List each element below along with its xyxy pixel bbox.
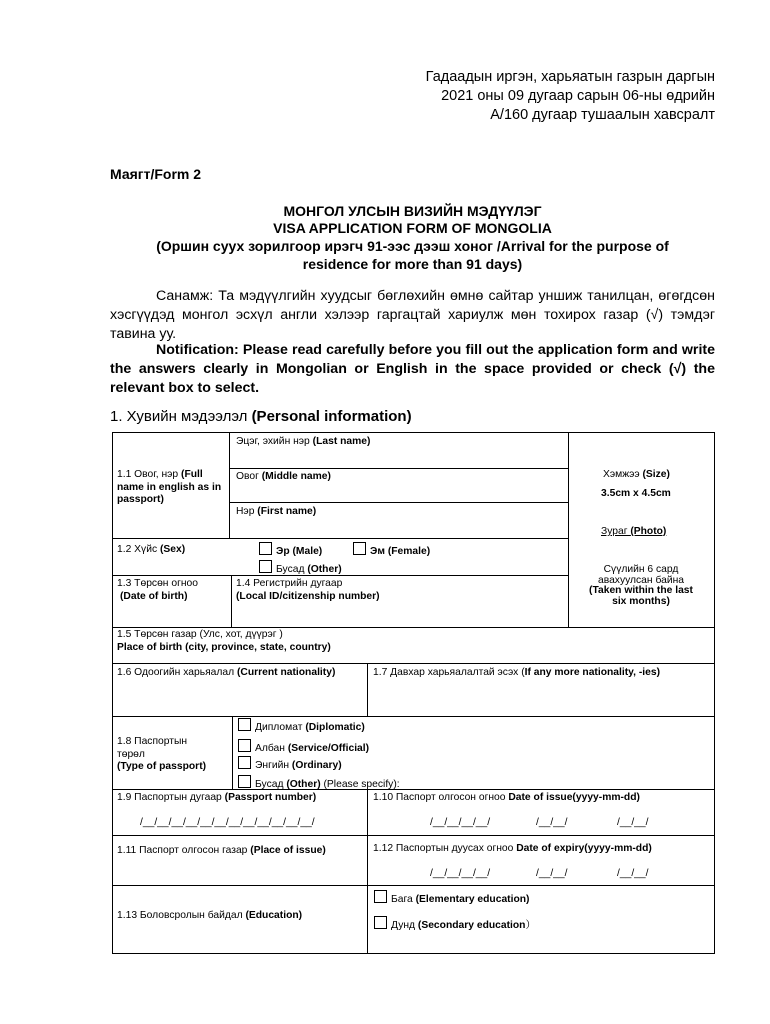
col-line <box>367 663 368 716</box>
education-secondary-option[interactable] <box>374 916 536 933</box>
first-name-en: (First name) <box>257 506 317 517</box>
date-of-issue-label <box>373 792 640 805</box>
row-line <box>112 663 715 664</box>
passport-other-option[interactable] <box>238 775 400 792</box>
passport-number-field[interactable]: /__/__/__/__/__/__/__/__/__/__/__/__/ <box>140 817 315 828</box>
elementary-checkbox[interactable] <box>374 890 387 903</box>
elementary-en: (Elementary education) <box>415 894 530 905</box>
nationality-en: (Current nationality) <box>236 667 336 678</box>
date-issue-en: Date of issue(yyyy-mm-dd) <box>508 792 640 803</box>
local-id-en: (Local ID/citizenship number) <box>236 590 380 602</box>
row-line <box>229 502 568 503</box>
female-en: (Female) <box>387 546 431 557</box>
date-of-expiry-label <box>373 843 652 856</box>
photo-taken-en: (Taken within the last six months) <box>589 585 693 607</box>
middle-name-en: (Middle name) <box>261 471 331 482</box>
education-mn: 1.13 Боловсролын байдал <box>117 910 246 921</box>
section-title-mn: 1. Хувийн мэдээлэл <box>110 408 252 425</box>
section-personal-info <box>110 408 412 425</box>
local-id-mn: 1.4 Регистрийн дугаар <box>236 578 343 589</box>
dob-en: (Date of birth) <box>120 590 188 602</box>
title-purpose-1: (Оршин суух зорилгоор ирэгч 91-ээс дээш хоног /Arrival for the purpose of <box>156 238 669 254</box>
dob-mn: 1.3 Төрсөн огноо <box>117 578 198 589</box>
service-checkbox[interactable] <box>238 739 251 752</box>
elementary-mn: Бага <box>391 894 416 905</box>
diplomatic-checkbox[interactable] <box>238 718 251 731</box>
row-line <box>112 627 715 628</box>
pob-label <box>117 629 331 654</box>
expiry-month-field[interactable]: /__/__/ <box>536 868 568 879</box>
dual-en: If any more nationality, -ies) <box>524 667 661 678</box>
row-line <box>112 432 715 433</box>
diplomatic-mn: Дипломат <box>255 722 306 733</box>
last-name-mn: Эцэг, эхийн нэр <box>236 436 313 447</box>
sex-mn: 1.2 Хүйс <box>117 544 160 555</box>
passport-service-option[interactable] <box>238 739 369 756</box>
row-line <box>229 468 568 469</box>
issue-year-field[interactable]: /__/__/__/__/ <box>430 817 491 828</box>
sex-male-option[interactable] <box>259 542 322 559</box>
passport-no-en: (Passport number) <box>224 792 317 803</box>
photo-label <box>601 526 666 539</box>
photo-size-label <box>603 469 670 482</box>
other-pass-en: (Other) <box>286 779 321 790</box>
photo-taken-mn: Сүүлийн 6 сард авахуулсан байна <box>597 564 684 586</box>
female-checkbox[interactable] <box>353 542 366 555</box>
service-en: (Service/Official) <box>287 743 370 754</box>
table-border-right <box>714 432 715 954</box>
other-passport-checkbox[interactable] <box>238 775 251 788</box>
photo-size-value <box>601 488 671 501</box>
expiry-day-field[interactable]: /__/__/ <box>617 868 649 879</box>
expiry-year-field[interactable]: /__/__/__/__/ <box>430 868 491 879</box>
passport-ordinary-option[interactable] <box>238 756 342 773</box>
form-label: Маягт/Form 2 <box>110 166 202 182</box>
sex-label <box>117 544 185 557</box>
passport-type-mn: 1.8 Паспортын төрөл <box>117 736 188 760</box>
header-note <box>426 68 715 125</box>
photo-taken-note <box>584 565 698 607</box>
middle-name-label <box>236 471 331 484</box>
col-line <box>568 432 569 627</box>
sex-en: (Sex) <box>159 544 186 555</box>
header-note-line-1: Гадаадын иргэн, харьяатын газрын даргын <box>425 69 715 85</box>
photo-en: (Photo) <box>630 526 667 537</box>
sex-other-option[interactable] <box>259 560 342 577</box>
photo-size-en: (Size) <box>642 469 670 480</box>
female-mn: Эм <box>370 546 388 557</box>
first-name-label <box>236 506 316 519</box>
education-elementary-option[interactable] <box>374 890 529 907</box>
education-label <box>117 910 302 923</box>
notice-mn <box>110 287 715 344</box>
title-purpose-2: residence for more than 91 days) <box>302 256 523 272</box>
local-id-label <box>236 578 380 603</box>
notice-en-text: Notification: Please read carefully before you fill out the application form and write the answers clearly in Mongolian or English in the space provided or check (√) the relevant box to select. <box>110 342 715 396</box>
passport-no-mn: 1.9 Паспортын дугаар <box>117 792 225 803</box>
ordinary-en: (Ordinary) <box>291 760 342 771</box>
photo-size-mn: Хэмжээ <box>603 469 643 480</box>
passport-type-label <box>117 736 227 774</box>
col-line <box>231 575 232 627</box>
pob-mn: 1.5 Төрсөн газар (Улс, хот, дүүрэг ) <box>117 629 283 640</box>
nationality-mn: 1.6 Одоогийн харьяалал <box>117 667 237 678</box>
other-pass-mn: Бусад <box>255 779 287 790</box>
full-name-mn: 1.1 Овог, нэр <box>117 469 182 480</box>
male-mn: Эр <box>276 546 293 557</box>
dual-nationality-label <box>373 667 660 680</box>
passport-type-en: (Type of passport) <box>117 761 207 772</box>
service-mn: Албан <box>255 743 288 754</box>
other-checkbox[interactable] <box>259 560 272 573</box>
male-checkbox[interactable] <box>259 542 272 555</box>
row-line <box>112 538 568 539</box>
date-expiry-mn: 1.12 Паспортын дуусах огноо <box>373 843 517 854</box>
pob-en: Place of birth (city, province, state, country) <box>117 641 331 653</box>
other-pass-tail: (Please specify): <box>320 779 400 790</box>
ordinary-checkbox[interactable] <box>238 756 251 769</box>
last-name-en: (Last name) <box>312 436 371 447</box>
full-name-en: (Full name in english as in passport) <box>117 469 222 505</box>
place-of-issue-label <box>117 845 326 858</box>
row-line <box>112 835 715 836</box>
place-issue-en: (Place of issue) <box>250 845 326 856</box>
section-title-en: (Personal information) <box>251 408 412 425</box>
title-en: VISA APPLICATION FORM OF MONGOLIA <box>273 220 552 236</box>
photo-size-value-text: 3.5cm x 4.5cm <box>601 488 671 499</box>
col-line <box>232 716 233 789</box>
secondary-en: (Secondary education <box>417 920 526 931</box>
date-expiry-en: Date of expiry(yyyy-mm-dd) <box>516 843 652 854</box>
row-line <box>112 885 715 886</box>
header-note-line-3: А/160 дугаар тушаалын хавсралт <box>490 107 715 123</box>
row-line <box>112 716 715 717</box>
sex-female-option[interactable] <box>353 542 430 559</box>
col-line <box>367 789 368 953</box>
place-issue-mn: 1.11 Паспорт олгосон газар <box>117 845 251 856</box>
title-mn: МОНГОЛ УЛСЫН ВИЗИЙН МЭДҮҮЛЭГ <box>283 203 542 219</box>
secondary-mn: Дунд <box>391 920 418 931</box>
first-name-mn: Нэр <box>236 506 258 517</box>
nationality-label <box>117 667 362 680</box>
passport-diplomatic-option[interactable] <box>238 718 365 735</box>
notice-mn-text: Санамж: Та мэдүүлгийн хуудсыг бөглөхийн өмнө сайтар уншиж танилцан, өгөгдсөн хэсгүүдэд монгол эсхүл англи хэлээр гаргацтай хариулж мөн тохирох газар (√) тэмдэг тавина уу. <box>110 288 715 342</box>
education-en: (Education) <box>245 910 303 921</box>
dob-label <box>117 578 227 603</box>
secondary-tail: ） <box>525 920 536 931</box>
middle-name-mn: Овог <box>236 471 262 482</box>
table-border-left <box>112 432 113 954</box>
other-en: (Other) <box>307 564 342 575</box>
last-name-label <box>236 436 370 449</box>
passport-number-label <box>117 792 316 805</box>
diplomatic-en: (Diplomatic) <box>305 722 365 733</box>
header-note-line-2: 2021 оны 09 дугаар сарын 06-ны өдрийн <box>441 88 715 104</box>
ordinary-mn: Энгийн <box>255 760 292 771</box>
dual-mn: 1.7 Давхар харьяалалтай эсэх ( <box>373 667 525 678</box>
notice-en <box>110 341 715 398</box>
photo-mn: Зураг <box>601 526 631 537</box>
issue-day-field[interactable]: /__/__/ <box>617 817 649 828</box>
date-issue-mn: 1.10 Паспорт олгосон огноо <box>373 792 509 803</box>
issue-month-field[interactable]: /__/__/ <box>536 817 568 828</box>
full-name-label <box>117 469 227 507</box>
row-line <box>112 953 715 954</box>
row-line <box>112 789 715 790</box>
male-en: (Male) <box>292 546 323 557</box>
secondary-checkbox[interactable] <box>374 916 387 929</box>
other-mn: Бусад <box>276 564 308 575</box>
col-line <box>229 432 230 538</box>
